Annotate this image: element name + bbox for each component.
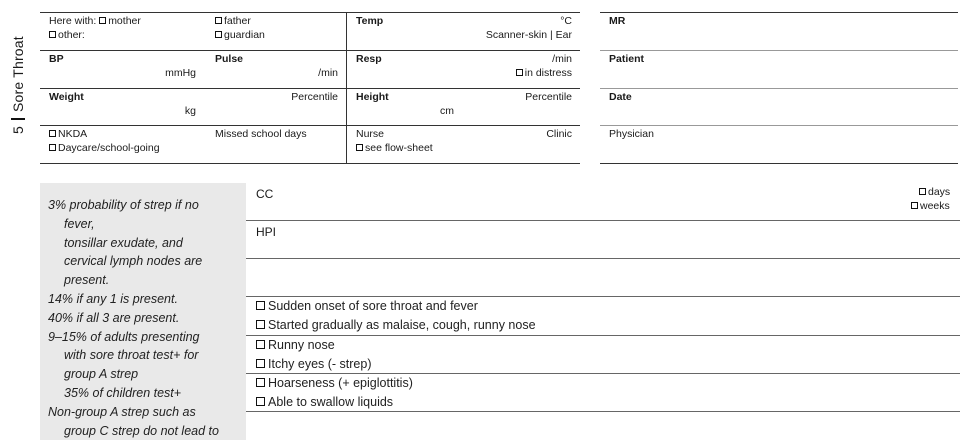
mr-label: MR: [609, 15, 626, 27]
checklist-rule: [246, 335, 960, 336]
info-line: group C strep do not lead to: [64, 423, 219, 438]
other-row: [49, 28, 85, 42]
header-rule-1: [40, 50, 580, 51]
mother-checkbox[interactable]: [99, 17, 106, 24]
header-bottom-rule: [40, 163, 580, 164]
see-flow-checkbox[interactable]: [356, 144, 363, 151]
weeks-checkbox[interactable]: [911, 202, 918, 209]
checklist-label: Runny nose: [268, 338, 335, 352]
info-line: tonsillar exudate, and: [64, 235, 183, 250]
checklist-rule: [246, 411, 960, 412]
cc-label: CC: [256, 187, 274, 201]
info-line: group A strep: [64, 367, 139, 382]
father-label: father: [224, 15, 251, 27]
days-row: [919, 185, 950, 199]
missed-school-label: Missed school days: [215, 128, 307, 140]
checklist-checkbox[interactable]: [256, 301, 265, 310]
checklist-label: Able to swallow liquids: [268, 395, 394, 409]
section-number: 5: [10, 126, 26, 134]
patient-label: Patient: [609, 53, 645, 65]
height-unit: cm: [440, 105, 454, 117]
info-text: [48, 196, 244, 440]
checklist-label: Itchy eyes (- strep): [268, 357, 372, 371]
pulse-unit: /min: [318, 67, 338, 79]
other-checkbox[interactable]: [49, 31, 56, 38]
daycare-row: [49, 141, 160, 155]
height-label: Height: [356, 91, 389, 103]
section-title: Sore Throat: [10, 36, 26, 112]
side-title: [4, 12, 32, 134]
checklist-item[interactable]: [256, 355, 372, 374]
nkda-label: NKDA: [58, 128, 88, 140]
checklist-item[interactable]: [256, 316, 536, 335]
daycare-label: Daycare/school-going: [58, 142, 160, 154]
temp-method: Scanner-skin | Ear: [485, 29, 572, 41]
hpi-rule: [246, 258, 960, 259]
nkda-row: [49, 127, 87, 141]
patient-bottom-rule: [600, 163, 958, 164]
here-with-row: [49, 14, 141, 28]
checklist-item[interactable]: [256, 336, 335, 355]
checklist-label: Sudden onset of sore throat and fever: [268, 299, 478, 313]
header-rule-2: [40, 88, 580, 89]
checklist-item[interactable]: [256, 297, 478, 316]
patient-rule-1: [600, 50, 958, 51]
in-distress-checkbox[interactable]: [516, 69, 523, 76]
checklist-checkbox[interactable]: [256, 320, 265, 329]
info-line: fever,: [64, 216, 95, 231]
physician-label: Physician: [609, 128, 654, 140]
pulse-label: Pulse: [215, 53, 244, 65]
here-with-label: Here with:: [49, 15, 97, 27]
see-flow-row: [356, 141, 433, 155]
checklist-checkbox[interactable]: [256, 378, 265, 387]
date-label: Date: [609, 91, 632, 103]
nkda-checkbox[interactable]: [49, 130, 56, 137]
height-percentile: Percentile: [525, 91, 572, 103]
info-line: 3% probability of strep if no: [48, 198, 199, 212]
header-divider: [346, 12, 347, 163]
header-rule-3: [40, 125, 580, 126]
father-checkbox[interactable]: [215, 17, 222, 24]
other-label: other:: [58, 29, 85, 41]
header-top-rule: [40, 12, 580, 13]
checklist-checkbox[interactable]: [256, 397, 265, 406]
in-distress-label: in distress: [524, 67, 572, 79]
title-divider: [11, 118, 25, 120]
checklist-checkbox[interactable]: [256, 359, 265, 368]
resp-label: Resp: [356, 53, 382, 65]
patient-top-rule: [600, 12, 958, 13]
hpi-label: HPI: [256, 225, 277, 239]
info-line: 40% if all 3 are present.: [48, 310, 180, 325]
father-row: [215, 14, 251, 28]
patient-rule-2: [600, 88, 958, 89]
info-line: present.: [64, 273, 110, 288]
info-line: 9–15% of adults presenting: [48, 329, 200, 344]
checklist-item[interactable]: [256, 374, 413, 393]
info-line: 35% of children test+: [64, 385, 182, 400]
guardian-label: guardian: [224, 29, 265, 41]
info-line: cervical lymph nodes are: [64, 254, 203, 269]
see-flow-label: see flow-sheet: [365, 142, 433, 154]
bp-unit: mmHg: [165, 67, 196, 79]
info-line: Non-group A strep such as: [48, 404, 196, 419]
weeks-label: weeks: [920, 200, 950, 212]
cc-rule: [246, 220, 960, 221]
in-distress-row: [460, 66, 572, 80]
info-line: with sore throat test+ for: [64, 348, 199, 363]
guardian-row: [215, 28, 265, 42]
mother-label: mother: [108, 15, 141, 27]
clinic-label: Clinic: [546, 128, 572, 140]
weight-percentile: Percentile: [291, 91, 338, 103]
resp-unit: /min: [552, 53, 572, 65]
checklist-checkbox[interactable]: [256, 340, 265, 349]
weight-unit: kg: [184, 105, 196, 117]
checklist-label: Hoarseness (+ epiglottitis): [268, 376, 413, 390]
checklist-label: Started gradually as malaise, cough, runny nose: [268, 318, 536, 332]
patient-rule-3: [600, 125, 958, 126]
checklist-item[interactable]: [256, 393, 393, 412]
temp-unit: °C: [560, 15, 572, 27]
nurse-label: Nurse: [356, 128, 385, 140]
weeks-row: [911, 199, 950, 213]
info-line: 14% if any 1 is present.: [48, 291, 178, 306]
temp-label: Temp: [356, 15, 384, 27]
daycare-checkbox[interactable]: [49, 144, 56, 151]
guardian-checkbox[interactable]: [215, 31, 222, 38]
days-checkbox[interactable]: [919, 188, 926, 195]
bp-label: BP: [49, 53, 64, 65]
days-label: days: [928, 186, 951, 198]
weight-label: Weight: [49, 91, 84, 103]
